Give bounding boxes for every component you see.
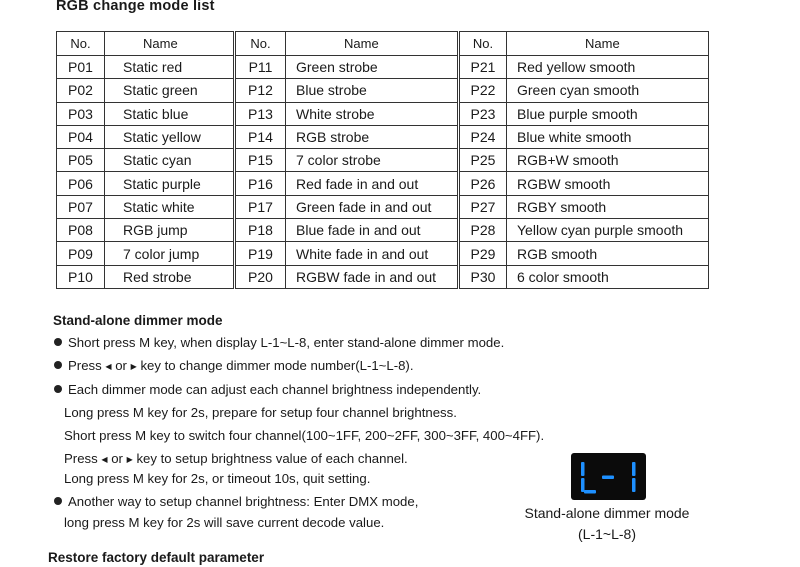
header-name: Name [507,32,709,56]
mode-name: 6 color smooth [507,265,709,288]
mode-name: Static yellow [105,125,235,148]
mode-name: Static white [105,195,235,218]
mode-name: 7 color jump [105,242,235,265]
table-row [57,125,709,148]
led-display [571,453,646,500]
bullet-icon [54,385,62,393]
table-row [57,56,709,79]
mode-number: P29 [459,242,507,265]
left-triangle-icon: ◀ [105,362,112,371]
bullet-icon [54,497,62,505]
dimmer-line-1 [54,335,504,350]
mode-number: P21 [459,56,507,79]
mode-number: P17 [235,195,286,218]
mode-name: White strobe [286,102,459,125]
mode-name: Static red [105,56,235,79]
table-row [57,195,709,218]
text: or [111,451,123,466]
mode-name: RGB smooth [507,242,709,265]
table-row [57,149,709,172]
mode-number: P18 [235,219,286,242]
mode-number: P04 [57,125,105,148]
mode-number: P22 [459,79,507,102]
right-triangle-icon: ▶ [126,455,133,464]
header-no: No. [459,32,507,56]
left-triangle-icon: ◀ [101,455,108,464]
header-no: No. [57,32,105,56]
mode-name: Green cyan smooth [507,79,709,102]
header-name: Name [286,32,459,56]
text: or [115,358,127,373]
mode-name: White fade in and out [286,242,459,265]
mode-name: Red strobe [105,265,235,288]
mode-name: RGBY smooth [507,195,709,218]
dimmer-line-8 [54,494,418,509]
header-name: Name [105,32,235,56]
mode-number: P01 [57,56,105,79]
mode-name: Static green [105,79,235,102]
text: Press [64,451,98,466]
table-row [57,219,709,242]
dimmer-line-9: long press M key for 2s will save current decode value. [64,515,385,530]
header-no: No. [235,32,286,56]
mode-name: Static purple [105,172,235,195]
mode-name: RGB+W smooth [507,149,709,172]
table-row [57,265,709,288]
mode-name: Blue strobe [286,79,459,102]
mode-number: P11 [235,56,286,79]
dimmer-line-7: Long press M key for 2s, or timeout 10s, quit setting. [64,471,371,486]
mode-number: P30 [459,265,507,288]
mode-number: P28 [459,219,507,242]
text: Each dimmer mode can adjust each channel brightness independently. [68,382,482,397]
mode-name: Blue fade in and out [286,219,459,242]
page-title: RGB change mode list [56,0,215,14]
mode-name: 7 color strobe [286,149,459,172]
mode-number: P12 [235,79,286,102]
mode-number: P02 [57,79,105,102]
mode-number: P19 [235,242,286,265]
mode-number: P24 [459,125,507,148]
dimmer-line-4: Long press M key for 2s, prepare for setup four channel brightness. [64,405,457,420]
text: key to setup brightness value of each channel. [136,451,408,466]
mode-name: Red fade in and out [286,172,459,195]
table-row [57,172,709,195]
mode-number: P07 [57,195,105,218]
table-row [57,102,709,125]
table-header-row [57,32,709,56]
mode-name: Static cyan [105,149,235,172]
dimmer-line-2 [54,358,414,373]
mode-number: P26 [459,172,507,195]
bullet-icon [54,338,62,346]
seven-segment-l-1-icon [578,459,640,495]
restore-heading: Restore factory default parameter [48,550,265,565]
right-triangle-icon: ▶ [130,362,137,371]
text: Another way to setup channel brightness: Enter DMX mode, [68,494,419,509]
mode-number: P08 [57,219,105,242]
dimmer-line-5: Short press M key to switch four channel(100~1FF, 200~2FF, 300~3FF, 400~4FF). [64,428,545,443]
dimmer-line-6 [64,451,408,466]
mode-number: P10 [57,265,105,288]
mode-name: Yellow cyan purple smooth [507,219,709,242]
bullet-icon [54,361,62,369]
text: Short press M key, when display L-1~L-8, enter stand-alone dimmer mode. [68,335,505,350]
mode-name: Static blue [105,102,235,125]
mode-number: P13 [235,102,286,125]
dimmer-line-3 [54,382,481,397]
text: key to change dimmer mode number(L-1~L-8). [140,358,414,373]
mode-number: P14 [235,125,286,148]
mode-name: RGBW fade in and out [286,265,459,288]
mode-name: Blue purple smooth [507,102,709,125]
mode-name: Green strobe [286,56,459,79]
mode-name: RGB strobe [286,125,459,148]
dimmer-heading: Stand-alone dimmer mode [53,313,223,328]
display-range: (L-1~L-8) [578,526,636,542]
display-caption: Stand-alone dimmer mode [524,505,690,521]
mode-number: P20 [235,265,286,288]
table-row [57,242,709,265]
mode-name: Red yellow smooth [507,56,709,79]
mode-number: P27 [459,195,507,218]
mode-number: P06 [57,172,105,195]
mode-number: P25 [459,149,507,172]
mode-name: RGBW smooth [507,172,709,195]
mode-number: P23 [459,102,507,125]
text: Press [68,358,102,373]
mode-name: Blue white smooth [507,125,709,148]
mode-number: P03 [57,102,105,125]
mode-number: P16 [235,172,286,195]
mode-number: P15 [235,149,286,172]
mode-name: Green fade in and out [286,195,459,218]
mode-number: P05 [57,149,105,172]
mode-name: RGB jump [105,219,235,242]
mode-number: P09 [57,242,105,265]
table-row [57,79,709,102]
rgb-mode-table [56,31,709,289]
